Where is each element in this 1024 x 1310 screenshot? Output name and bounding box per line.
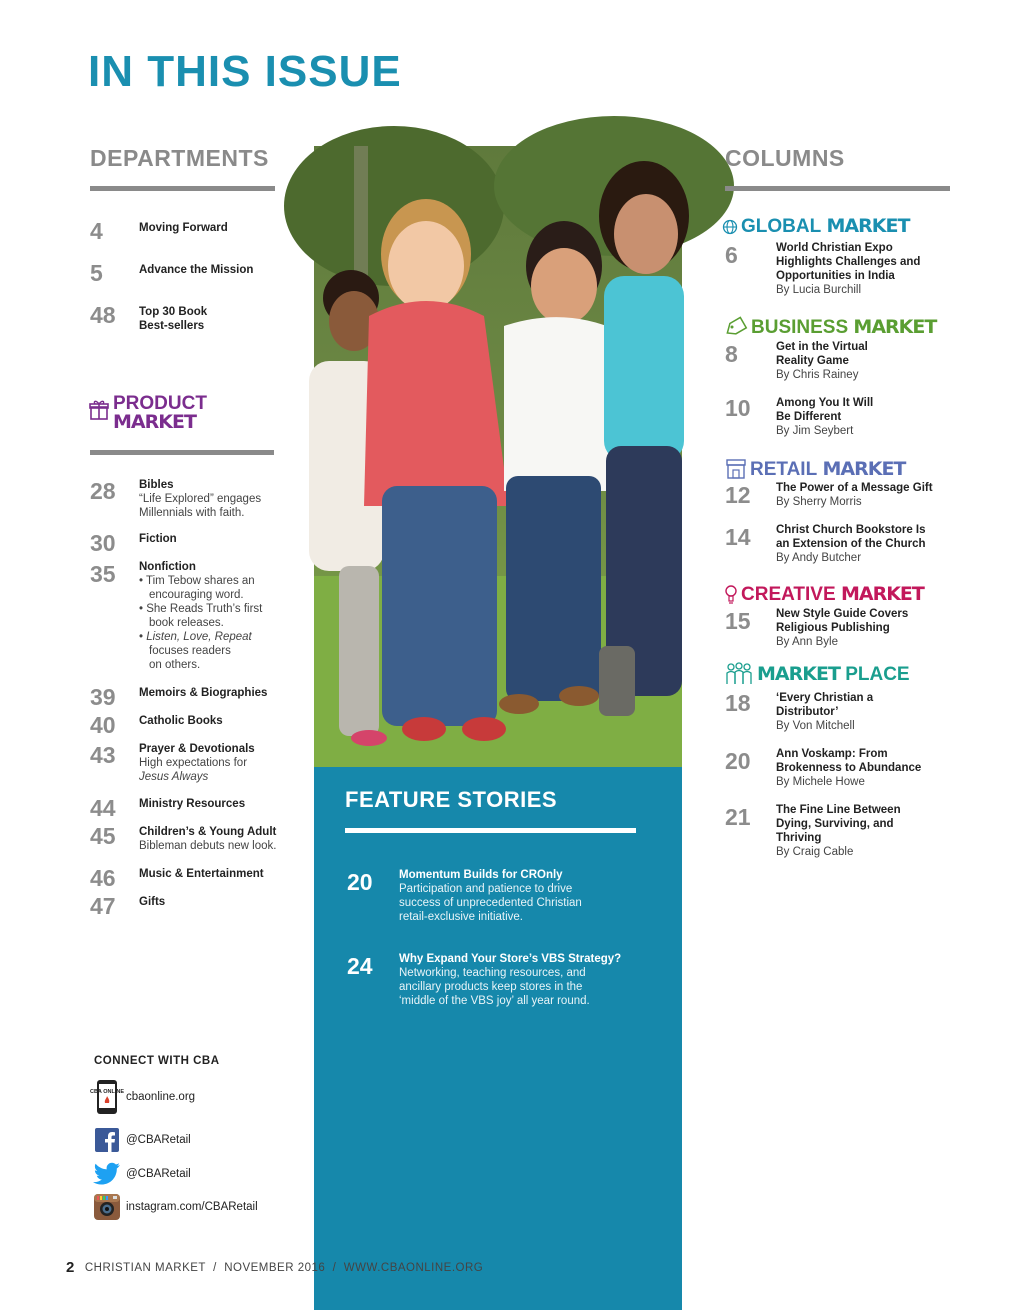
entry-title: Nonfiction [139, 561, 196, 573]
retail-market-heading: RETAIL MARKET [725, 458, 905, 480]
tag-icon [724, 319, 748, 337]
entry-title: Ministry Resources [139, 798, 246, 810]
entry-author: By Craig Cable [776, 846, 854, 858]
feature-number: 20 [347, 869, 373, 895]
global-market-heading: GLOBAL MARKET [722, 217, 909, 236]
entry-title: Bibles [139, 479, 174, 491]
entry-number: 45 [90, 823, 116, 849]
entry-number: 21 [725, 804, 751, 830]
children-photo [314, 146, 682, 767]
entry-author: By Von Mitchell [776, 720, 855, 732]
entry-number: 6 [725, 242, 738, 268]
entry-number: 44 [90, 795, 116, 821]
feature-desc: Participation and patience to drive [399, 883, 573, 895]
people-icon [724, 662, 754, 686]
product-market-rule [90, 450, 274, 455]
twitter-link[interactable] [94, 1161, 191, 1186]
entry-number: 12 [725, 482, 751, 508]
page-number: 2 [66, 1259, 75, 1276]
entry-number: 10 [725, 395, 751, 421]
connect-heading: CONNECT WITH CBA [94, 1055, 220, 1067]
entry-title-line2: Best-sellers [139, 320, 205, 332]
entry-author: By Lucia Burchill [776, 284, 862, 296]
website-text[interactable]: cbaonline.org [126, 1090, 196, 1103]
bullet-item-cont: book releases. [149, 617, 224, 629]
entry-title: Advance the Mission [139, 264, 254, 276]
entry-number: 47 [90, 893, 116, 919]
feature-stories-heading: FEATURE STORIES [345, 787, 558, 812]
entry-desc: High expectations for [139, 757, 248, 769]
facebook-text[interactable]: @CBARetail [126, 1133, 191, 1146]
feature-desc: success of unprecedented Christian [399, 897, 582, 909]
entry-author: By Ann Byle [776, 636, 839, 648]
entry-title: Memoirs & Biographies [139, 687, 268, 699]
entry-number: 14 [725, 524, 751, 550]
feature-desc: ancillary products keep stores in the [399, 981, 583, 993]
shop-icon [725, 458, 747, 480]
lightbulb-icon [724, 584, 738, 604]
bullet-item-cont: on others. [149, 659, 201, 671]
departments-heading: DEPARTMENTS [90, 145, 269, 171]
entry-author: By Andy Butcher [776, 552, 862, 564]
creative-market-heading: CREATIVE MARKET [724, 584, 924, 604]
entry-title: Moving Forward [139, 222, 228, 234]
entry-number: 43 [90, 742, 116, 768]
bullet-item: • Tim Tebow shares an [139, 575, 255, 587]
entry-number: 20 [725, 748, 751, 774]
feature-desc: ‘middle of the VBS joy’ all year round. [399, 995, 590, 1007]
entry-title: Gifts [139, 896, 166, 908]
bullet-item-cont: encouraging word. [149, 589, 244, 601]
entry-number: 5 [90, 260, 103, 286]
entry-author: By Jim Seybert [776, 425, 854, 437]
entry-title: Music & Entertainment [139, 868, 264, 880]
entry-number: 48 [90, 302, 116, 328]
feature-desc: retail-exclusive initiative. [399, 911, 523, 923]
svg-text:CBA ONLINE: CBA ONLINE [89, 1088, 124, 1095]
entry-author: By Sherry Morris [776, 496, 862, 508]
entry-number: 28 [90, 478, 116, 504]
feature-title: Momentum Builds for CROnly [399, 869, 563, 881]
entry-number: 46 [90, 865, 116, 891]
page-footer [66, 1259, 483, 1276]
product-market-heading: PRODUCT MARKET [113, 393, 207, 433]
phone-icon [89, 1084, 124, 1109]
business-market-heading: BUSINESS MARKET [724, 318, 936, 337]
entry-desc-italic: Jesus Always [139, 771, 209, 783]
instagram-icon [94, 1194, 119, 1219]
feature-desc: Networking, teaching resources, and [399, 967, 586, 979]
entry-desc: “Life Explored” engages [139, 493, 262, 505]
entry-title: Fiction [139, 533, 177, 545]
instagram-link[interactable] [94, 1194, 258, 1219]
instagram-text[interactable]: instagram.com/CBARetail [126, 1200, 258, 1213]
entry-title: Top 30 Book [139, 306, 208, 318]
twitter-icon [94, 1161, 119, 1186]
entry-desc: Bibleman debuts new look. [139, 840, 277, 852]
globe-icon [722, 219, 738, 235]
footer-text: CHRISTIAN MARKET / NOVEMBER 2016 / WWW.CBAONLINE.ORG [84, 1261, 484, 1274]
columns-rule [725, 186, 950, 191]
bullet-item: • Listen, Love, Repeat [139, 631, 252, 643]
facebook-link[interactable] [94, 1127, 191, 1152]
entry-number: 8 [725, 341, 738, 367]
entry-title: Catholic Books [139, 715, 223, 727]
entry-number: 39 [90, 684, 116, 710]
entry-number: 30 [90, 530, 116, 556]
feature-rule [345, 828, 636, 833]
departments-rule [90, 186, 275, 191]
entry-number: 18 [725, 690, 751, 716]
entry-author: By Chris Rainey [776, 369, 859, 381]
entry-number: 40 [90, 712, 116, 738]
feature-number: 24 [347, 953, 373, 979]
feature-title: Why Expand Your Store’s VBS Strategy? [399, 953, 622, 965]
entry-title: Children’s & Young Adult [139, 826, 277, 838]
gift-icon [89, 399, 109, 426]
columns-heading: COLUMNS [725, 145, 845, 171]
page-title: IN THIS ISSUE [88, 47, 402, 96]
entry-desc: Millennials with faith. [139, 507, 245, 519]
facebook-icon [94, 1127, 119, 1152]
entry-title: Prayer & Devotionals [139, 743, 255, 755]
entry-number: 4 [90, 218, 103, 244]
market-place-heading: MARKET PLACE [724, 662, 910, 686]
website-link[interactable] [89, 1084, 196, 1109]
entry-number: 15 [725, 608, 751, 634]
twitter-text[interactable]: @CBARetail [126, 1167, 191, 1180]
entry-number: 35 [90, 561, 116, 587]
entry-author: By Michele Howe [776, 776, 865, 788]
bullet-item-cont: focuses readers [149, 645, 231, 657]
bullet-item: • She Reads Truth’s first [139, 603, 263, 615]
feature-stories-panel [314, 767, 682, 1310]
